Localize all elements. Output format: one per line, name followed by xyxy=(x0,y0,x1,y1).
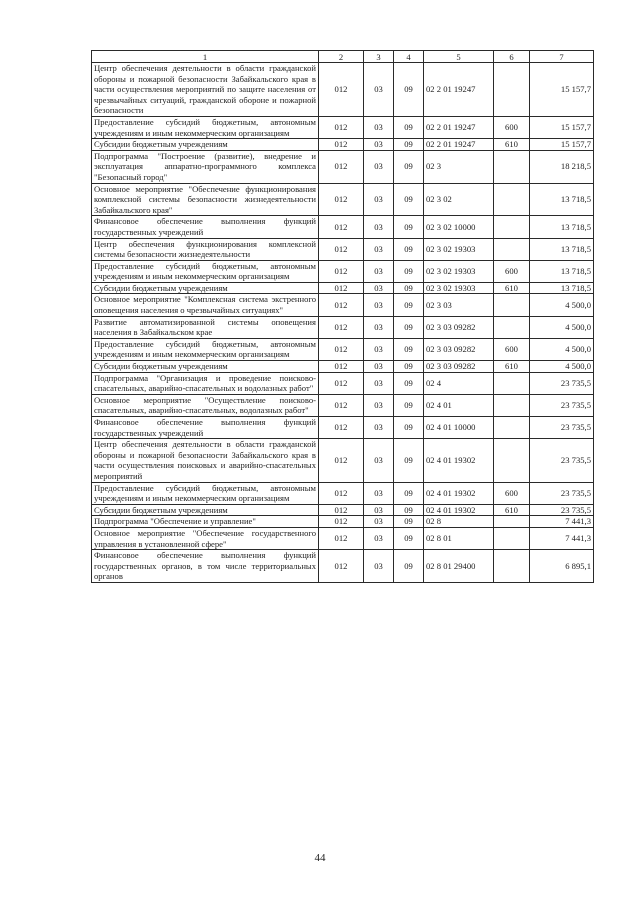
section-code-cell: 03 xyxy=(364,282,394,294)
ministry-code-cell: 012 xyxy=(319,238,364,260)
table-row xyxy=(92,516,594,528)
table-row xyxy=(92,216,594,238)
row-name-cell: Подпрограмма "Обеспечение и управление" xyxy=(92,516,319,528)
row-name-cell: Финансовое обеспечение выполнения функций государственных учреждений xyxy=(92,216,319,238)
expense-type-cell: 600 xyxy=(494,338,530,360)
amount-cell: 23 735,5 xyxy=(530,372,594,394)
ministry-code-cell: 012 xyxy=(319,316,364,338)
column-header: 1 xyxy=(92,51,319,63)
expense-type-cell: 610 xyxy=(494,139,530,151)
section-code-cell: 03 xyxy=(364,150,394,183)
ministry-code-cell: 012 xyxy=(319,216,364,238)
row-name-cell: Предоставление субсидий бюджетным, автономным учреждениям и иным некоммерческим организациям xyxy=(92,338,319,360)
target-code-cell: 02 4 01 10000 xyxy=(424,417,494,439)
page-number: 44 xyxy=(314,852,326,864)
row-name-cell: Субсидии бюджетным учреждениям xyxy=(92,139,319,151)
row-name-cell: Субсидии бюджетным учреждениям xyxy=(92,504,319,516)
table-row xyxy=(92,338,594,360)
target-code-cell: 02 8 01 29400 xyxy=(424,550,494,583)
amount-cell: 23 735,5 xyxy=(530,482,594,504)
subsection-code-cell: 09 xyxy=(394,527,424,549)
subsection-code-cell: 09 xyxy=(394,338,424,360)
ministry-code-cell: 012 xyxy=(319,183,364,216)
ministry-code-cell: 012 xyxy=(319,361,364,373)
amount-cell: 23 735,5 xyxy=(530,394,594,416)
row-name-cell: Центр обеспечения деятельности в области гражданской обороны и пожарной безопасности Забайкальского края в части осуществления мероприятий по защите населения от чрезвычайных ситуаций, гражданской обороне и пожарной безопасности xyxy=(92,63,319,117)
row-name-cell: Основное мероприятие "Комплексная система экстренного оповещения населения о чрезвычайных ситуациях" xyxy=(92,294,319,316)
section-code-cell: 03 xyxy=(364,260,394,282)
amount-cell: 6 895,1 xyxy=(530,550,594,583)
expense-type-cell: 610 xyxy=(494,282,530,294)
amount-cell: 4 500,0 xyxy=(530,338,594,360)
table-row xyxy=(92,482,594,504)
section-code-cell: 03 xyxy=(364,139,394,151)
section-code-cell: 03 xyxy=(364,417,394,439)
amount-cell: 4 500,0 xyxy=(530,361,594,373)
subsection-code-cell: 09 xyxy=(394,504,424,516)
target-code-cell: 02 3 02 10000 xyxy=(424,216,494,238)
expense-type-cell xyxy=(494,294,530,316)
target-code-cell: 02 4 01 19302 xyxy=(424,504,494,516)
expense-type-cell: 600 xyxy=(494,116,530,138)
table-row xyxy=(92,150,594,183)
ministry-code-cell: 012 xyxy=(319,63,364,117)
section-code-cell: 03 xyxy=(364,482,394,504)
subsection-code-cell: 09 xyxy=(394,516,424,528)
section-code-cell: 03 xyxy=(364,338,394,360)
target-code-cell: 02 3 xyxy=(424,150,494,183)
ministry-code-cell: 012 xyxy=(319,527,364,549)
expense-type-cell xyxy=(494,527,530,549)
expense-type-cell xyxy=(494,238,530,260)
subsection-code-cell: 09 xyxy=(394,482,424,504)
amount-cell: 7 441,3 xyxy=(530,516,594,528)
column-header: 3 xyxy=(364,51,394,63)
target-code-cell: 02 4 01 19302 xyxy=(424,482,494,504)
table-row xyxy=(92,139,594,151)
row-name-cell: Предоставление субсидий бюджетным, автономным учреждениям и иным некоммерческим организациям xyxy=(92,260,319,282)
amount-cell: 4 500,0 xyxy=(530,316,594,338)
expense-type-cell: 600 xyxy=(494,482,530,504)
row-name-cell: Центр обеспечения функционирования комплексной системы безопасности жизнедеятельности xyxy=(92,238,319,260)
amount-cell: 13 718,5 xyxy=(530,183,594,216)
subsection-code-cell: 09 xyxy=(394,294,424,316)
subsection-code-cell: 09 xyxy=(394,183,424,216)
expense-type-cell: 610 xyxy=(494,361,530,373)
row-name-cell: Предоставление субсидий бюджетным, автономным учреждениям и иным некоммерческим организациям xyxy=(92,116,319,138)
row-name-cell: Финансовое обеспечение выполнения функций государственных учреждений xyxy=(92,417,319,439)
target-code-cell: 02 3 03 xyxy=(424,294,494,316)
section-code-cell: 03 xyxy=(364,504,394,516)
ministry-code-cell: 012 xyxy=(319,482,364,504)
section-code-cell: 03 xyxy=(364,294,394,316)
row-name-cell: Предоставление субсидий бюджетным, автономным учреждениям и иным некоммерческим организациям xyxy=(92,482,319,504)
target-code-cell: 02 3 02 19303 xyxy=(424,238,494,260)
ministry-code-cell: 012 xyxy=(319,338,364,360)
subsection-code-cell: 09 xyxy=(394,63,424,117)
expense-type-cell xyxy=(494,216,530,238)
target-code-cell: 02 8 xyxy=(424,516,494,528)
table-row xyxy=(92,260,594,282)
section-code-cell: 03 xyxy=(364,216,394,238)
ministry-code-cell: 012 xyxy=(319,504,364,516)
row-name-cell: Основное мероприятие "Осуществление поисково-спасательных, аварийно-спасательных, водолазных работ" xyxy=(92,394,319,416)
target-code-cell: 02 3 02 19303 xyxy=(424,260,494,282)
amount-cell: 15 157,7 xyxy=(530,63,594,117)
row-name-cell: Центр обеспечения деятельности в области гражданской обороны и пожарной безопасности Забайкальского края в части осуществления поисковых и аварийно-спасательных мероприятий xyxy=(92,439,319,482)
table-row xyxy=(92,439,594,482)
subsection-code-cell: 09 xyxy=(394,550,424,583)
section-code-cell: 03 xyxy=(364,316,394,338)
expense-type-cell xyxy=(494,516,530,528)
row-name-cell: Подпрограмма "Построение (развитие), внедрение и эксплуатация аппаратно-программного комплекса "Безопасный город" xyxy=(92,150,319,183)
target-code-cell: 02 3 03 09282 xyxy=(424,338,494,360)
ministry-code-cell: 012 xyxy=(319,550,364,583)
ministry-code-cell: 012 xyxy=(319,260,364,282)
subsection-code-cell: 09 xyxy=(394,372,424,394)
target-code-cell: 02 2 01 19247 xyxy=(424,116,494,138)
target-code-cell: 02 3 03 09282 xyxy=(424,361,494,373)
row-name-cell: Подпрограмма "Организация и проведение поисково-спасательных, аварийно-спасательных и водолазных работ" xyxy=(92,372,319,394)
target-code-cell: 02 3 03 09282 xyxy=(424,316,494,338)
expense-type-cell xyxy=(494,63,530,117)
column-header: 4 xyxy=(394,51,424,63)
amount-cell: 23 735,5 xyxy=(530,417,594,439)
amount-cell: 23 735,5 xyxy=(530,439,594,482)
section-code-cell: 03 xyxy=(364,516,394,528)
subsection-code-cell: 09 xyxy=(394,282,424,294)
table-row xyxy=(92,282,594,294)
amount-cell: 15 157,7 xyxy=(530,116,594,138)
table-row xyxy=(92,316,594,338)
section-code-cell: 03 xyxy=(364,183,394,216)
amount-cell: 13 718,5 xyxy=(530,282,594,294)
target-code-cell: 02 4 01 19302 xyxy=(424,439,494,482)
expense-type-cell xyxy=(494,394,530,416)
subsection-code-cell: 09 xyxy=(394,238,424,260)
expense-type-cell xyxy=(494,550,530,583)
expense-type-cell xyxy=(494,150,530,183)
subsection-code-cell: 09 xyxy=(394,116,424,138)
ministry-code-cell: 012 xyxy=(319,516,364,528)
row-name-cell: Субсидии бюджетным учреждениям xyxy=(92,282,319,294)
ministry-code-cell: 012 xyxy=(319,417,364,439)
section-code-cell: 03 xyxy=(364,394,394,416)
subsection-code-cell: 09 xyxy=(394,361,424,373)
subsection-code-cell: 09 xyxy=(394,417,424,439)
ministry-code-cell: 012 xyxy=(319,394,364,416)
expense-type-cell xyxy=(494,316,530,338)
expense-type-cell xyxy=(494,183,530,216)
table-row xyxy=(92,550,594,583)
subsection-code-cell: 09 xyxy=(394,139,424,151)
expense-type-cell: 600 xyxy=(494,260,530,282)
row-name-cell: Развитие автоматизированной системы оповещения населения в Забайкальском крае xyxy=(92,316,319,338)
section-code-cell: 03 xyxy=(364,550,394,583)
table-row xyxy=(92,394,594,416)
subsection-code-cell: 09 xyxy=(394,260,424,282)
amount-cell: 13 718,5 xyxy=(530,216,594,238)
expense-type-cell xyxy=(494,439,530,482)
expense-type-cell xyxy=(494,372,530,394)
subsection-code-cell: 09 xyxy=(394,216,424,238)
column-header: 2 xyxy=(319,51,364,63)
target-code-cell: 02 4 01 xyxy=(424,394,494,416)
header-row xyxy=(92,51,594,63)
section-code-cell: 03 xyxy=(364,527,394,549)
section-code-cell: 03 xyxy=(364,63,394,117)
column-header: 6 xyxy=(494,51,530,63)
table-row xyxy=(92,63,594,117)
table-row xyxy=(92,238,594,260)
section-code-cell: 03 xyxy=(364,116,394,138)
subsection-code-cell: 09 xyxy=(394,316,424,338)
row-name-cell: Основное мероприятие "Обеспечение государственного управления в установленной сфере" xyxy=(92,527,319,549)
ministry-code-cell: 012 xyxy=(319,150,364,183)
subsection-code-cell: 09 xyxy=(394,439,424,482)
ministry-code-cell: 012 xyxy=(319,439,364,482)
target-code-cell: 02 4 xyxy=(424,372,494,394)
expense-type-cell xyxy=(494,417,530,439)
table-row xyxy=(92,183,594,216)
table-row xyxy=(92,504,594,516)
section-code-cell: 03 xyxy=(364,361,394,373)
table-row xyxy=(92,527,594,549)
amount-cell: 13 718,5 xyxy=(530,238,594,260)
target-code-cell: 02 8 01 xyxy=(424,527,494,549)
table-row xyxy=(92,294,594,316)
budget-table xyxy=(91,50,594,583)
target-code-cell: 02 2 01 19247 xyxy=(424,139,494,151)
row-name-cell: Финансовое обеспечение выполнения функций государственных органов, в том числе территориальных органов xyxy=(92,550,319,583)
section-code-cell: 03 xyxy=(364,439,394,482)
subsection-code-cell: 09 xyxy=(394,394,424,416)
section-code-cell: 03 xyxy=(364,372,394,394)
subsection-code-cell: 09 xyxy=(394,150,424,183)
ministry-code-cell: 012 xyxy=(319,139,364,151)
amount-cell: 18 218,5 xyxy=(530,150,594,183)
ministry-code-cell: 012 xyxy=(319,294,364,316)
target-code-cell: 02 3 02 19303 xyxy=(424,282,494,294)
amount-cell: 13 718,5 xyxy=(530,260,594,282)
column-header: 5 xyxy=(424,51,494,63)
row-name-cell: Субсидии бюджетным учреждениям xyxy=(92,361,319,373)
ministry-code-cell: 012 xyxy=(319,116,364,138)
target-code-cell: 02 3 02 xyxy=(424,183,494,216)
amount-cell: 23 735,5 xyxy=(530,504,594,516)
table-row xyxy=(92,417,594,439)
amount-cell: 4 500,0 xyxy=(530,294,594,316)
row-name-cell: Основное мероприятие "Обеспечение функционирования комплексной системы безопасности жизнедеятельности Забайкальского края" xyxy=(92,183,319,216)
amount-cell: 15 157,7 xyxy=(530,139,594,151)
table-row xyxy=(92,372,594,394)
table-body xyxy=(92,63,594,583)
expense-type-cell: 610 xyxy=(494,504,530,516)
section-code-cell: 03 xyxy=(364,238,394,260)
table-row xyxy=(92,116,594,138)
amount-cell: 7 441,3 xyxy=(530,527,594,549)
ministry-code-cell: 012 xyxy=(319,372,364,394)
ministry-code-cell: 012 xyxy=(319,282,364,294)
target-code-cell: 02 2 01 19247 xyxy=(424,63,494,117)
table-row xyxy=(92,361,594,373)
column-header: 7 xyxy=(530,51,594,63)
